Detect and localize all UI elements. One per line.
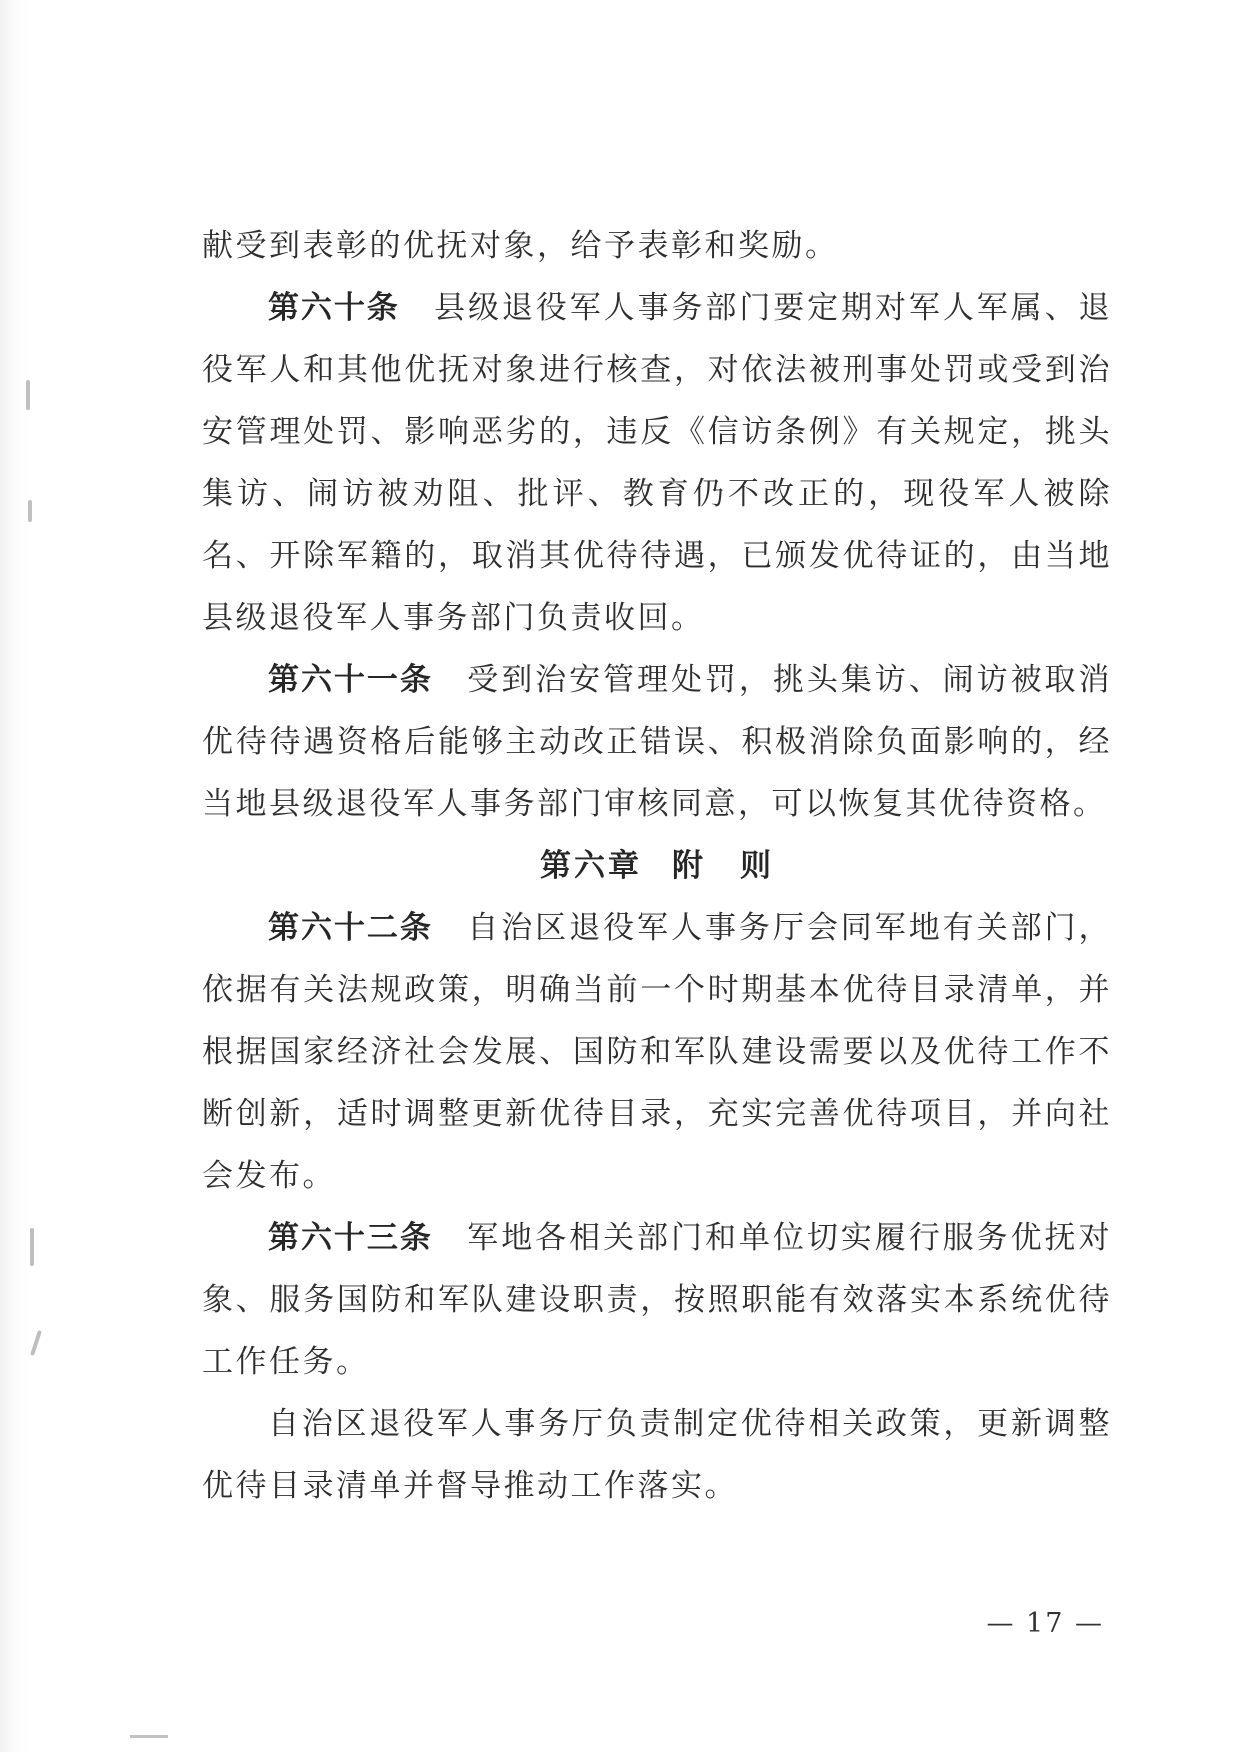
article-text: 县级退役军人事务部门要定期对军人军属、退役军人和其他优抚对象进行核查，对依法被刑事处罚或受到治安管理处罚、影响恶劣的，违反《信访条例》有关规定，挑头集访、闹访被劝阻、批评、教育仍不改正的，现役军人被除名、开除军籍的，取消其优待待遇，已颁发优待证的，由当地县级退役军人事务部门负责收回。 bbox=[202, 290, 1113, 636]
article-label: 第六十二条 bbox=[268, 910, 433, 946]
article-62 bbox=[202, 897, 1112, 1207]
article-60 bbox=[202, 277, 1112, 649]
binding-mark bbox=[30, 1330, 42, 1356]
chapter-number: 第六章 bbox=[540, 848, 642, 884]
chapter-heading bbox=[202, 835, 1112, 897]
plain-paragraph bbox=[202, 1393, 1112, 1517]
body-text bbox=[202, 215, 1112, 1517]
article-text: 受到治安管理处罚，挑头集访、闹访被取消优待待遇资格后能够主动改正错误、积极消除负面影响的，经当地县级退役军人事务部门审核同意，可以恢复其优待资格。 bbox=[202, 662, 1113, 822]
article-63 bbox=[202, 1207, 1112, 1393]
article-label: 第六十一条 bbox=[268, 662, 433, 698]
paragraph-text: 献受到表彰的优抚对象，给予表彰和奖励。 bbox=[202, 228, 839, 264]
article-label: 第六十三条 bbox=[268, 1220, 433, 1256]
scan-mark bbox=[130, 1735, 168, 1738]
binding-mark bbox=[26, 380, 30, 410]
paragraph-text: 自治区退役军人事务厅负责制定优待相关政策，更新调整优待目录清单并督导推动工作落实。 bbox=[202, 1406, 1112, 1504]
binding-mark bbox=[28, 500, 32, 522]
page-number: — 17 — bbox=[986, 1608, 1104, 1639]
article-text: 自治区退役军人事务厅会同军地有关部门，依据有关法规政策，明确当前一个时期基本优待目录清单，并根据国家经济社会发展、国防和军队建设需要以及优待工作不断创新，适时调整更新优待目录，充实完善优待项目，并向社会发布。 bbox=[202, 910, 1113, 1194]
continuation-paragraph bbox=[202, 215, 1112, 277]
article-label: 第六十条 bbox=[268, 290, 400, 326]
binding-mark bbox=[30, 1228, 34, 1266]
article-61 bbox=[202, 649, 1112, 835]
chapter-title: 附 则 bbox=[672, 848, 774, 884]
article-text: 军地各相关部门和单位切实履行服务优抚对象、服务国防和军队建设职责，按照职能有效落实本系统优待工作任务。 bbox=[202, 1220, 1113, 1380]
